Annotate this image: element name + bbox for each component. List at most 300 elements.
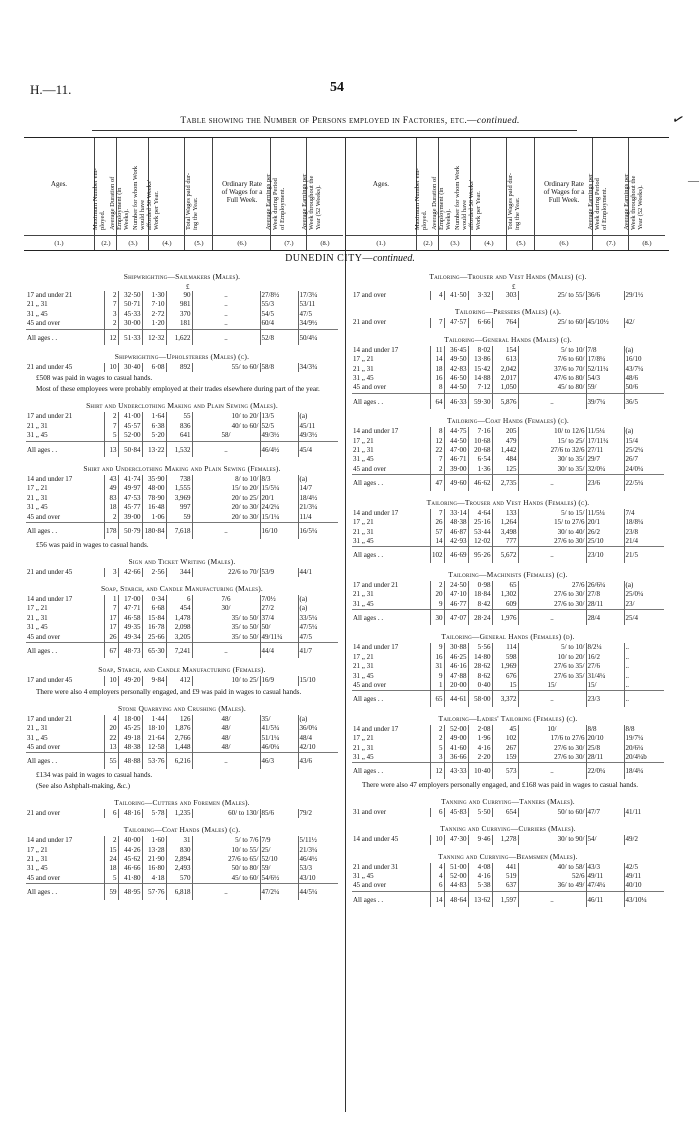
cell: 45/4 <box>298 441 338 457</box>
cell: 45 and over <box>353 881 387 890</box>
cell: 154 <box>492 346 518 355</box>
cell: 41/11 <box>624 808 664 817</box>
cell: 21 „ 31 <box>27 421 48 430</box>
cell: 654 <box>492 808 518 817</box>
cell: All ages . . <box>27 527 58 536</box>
cell: .. <box>518 763 586 779</box>
cell: 25/0¼ <box>624 590 664 599</box>
cell: 41·74 <box>118 475 142 484</box>
section <box>352 570 664 626</box>
cell: 6·08 <box>142 363 166 372</box>
cell: 27/6 to 30/ <box>518 537 586 547</box>
data-table <box>352 835 664 844</box>
cell: 21 „ 31 <box>353 364 374 373</box>
cell: 15/4 <box>624 437 664 446</box>
header-line: Week during Period <box>271 178 279 230</box>
cell: 47·71 <box>118 604 142 613</box>
cell: 46·87 <box>444 528 468 537</box>
cell: 7 <box>430 509 444 518</box>
column-number: (7.) <box>606 240 616 247</box>
cell: 27/8 <box>586 590 624 599</box>
cell: 60/ to 130/ <box>192 809 260 818</box>
section <box>26 584 338 658</box>
cell: 10/ to 20/ <box>518 653 586 662</box>
cell: 441 <box>492 863 518 872</box>
cell: 14 <box>430 891 444 907</box>
section-title: Sign and Ticket Writing (Males). <box>128 556 236 566</box>
header-cell <box>212 138 271 250</box>
cell: 3,969 <box>166 494 192 503</box>
cell: 44/4 <box>260 642 298 658</box>
cell: 43/10 <box>298 874 338 884</box>
cell: 26 <box>430 518 444 527</box>
cell: 23/3 <box>586 691 624 707</box>
cell: 2·20 <box>468 753 492 763</box>
cell: All ages . . <box>353 767 384 776</box>
cell: 44·83 <box>444 881 468 891</box>
cell: 45·25 <box>118 724 142 733</box>
section-title: Tailoring—Cutters and Foremen (Males). <box>114 797 250 807</box>
section <box>352 797 664 817</box>
pencil-mark-icon: ✓ <box>669 111 686 130</box>
header-line: Employment (in <box>437 187 445 230</box>
cell: 17 „ 21 <box>27 604 48 613</box>
header-line: Maximum Number em- <box>414 168 421 230</box>
cell: 51·33 <box>118 329 142 345</box>
cell: 50/6 <box>624 383 664 393</box>
table-row <box>26 503 338 512</box>
cell: 15·42 <box>468 365 492 374</box>
cell: 21 „ 31 <box>353 446 374 455</box>
column-number: (8.) <box>320 240 330 247</box>
cell: 46/4½ <box>260 441 298 457</box>
cell: 59·30 <box>468 393 492 409</box>
cell: 35/ to 50/ <box>192 623 260 632</box>
cell: 6·66 <box>468 318 492 327</box>
cell: 10/ to 12/6 <box>518 427 586 436</box>
cell: 13 <box>104 743 118 753</box>
cell: 1 <box>430 681 444 691</box>
pound-sign: £ <box>512 283 516 291</box>
cell: 125 <box>492 465 518 475</box>
header-cell <box>184 138 213 250</box>
cell: .. <box>192 310 260 319</box>
cell: 7 <box>104 604 118 613</box>
cell: 44/5¼ <box>298 884 338 900</box>
cell: 47/4¼ <box>586 881 624 891</box>
cell: 18/4¼ <box>624 763 664 779</box>
cell: 18 <box>104 864 118 873</box>
cell: 4 <box>430 872 444 881</box>
cell: 29/7 <box>586 455 624 464</box>
cell: 21 „ 31 <box>353 527 374 536</box>
cell: .. <box>518 691 586 707</box>
cell: 30/ to 40/ <box>518 528 586 537</box>
cell: 16/10 <box>260 523 298 539</box>
cell: 18·10 <box>142 724 166 733</box>
cell: 43/3 <box>586 863 624 872</box>
cell: 46·77 <box>444 600 468 610</box>
cell: 28·24 <box>468 609 492 625</box>
cell: 31 „ 45 <box>353 599 374 608</box>
section <box>26 704 338 791</box>
cell: 48·00 <box>142 484 166 493</box>
cell: 267 <box>492 744 518 753</box>
cell: 7,241 <box>166 642 192 658</box>
cell: 637 <box>492 881 518 891</box>
cell: 45·57 <box>118 422 142 431</box>
cell: 2 <box>104 291 118 300</box>
data-table <box>26 291 338 345</box>
cell: 25/10 <box>586 537 624 547</box>
data-table <box>352 581 664 626</box>
section <box>352 307 664 327</box>
cell: .. <box>624 662 664 671</box>
cell: 51·00 <box>444 863 468 872</box>
cell: 3·32 <box>468 291 492 300</box>
cell: 27/6 to 30/ <box>518 600 586 610</box>
cell: 35/ <box>260 715 298 724</box>
cell: 43/7¼ <box>624 365 664 374</box>
cell: 31 and over <box>353 807 387 816</box>
column-number: (8.) <box>642 240 652 247</box>
cell: 14 <box>430 537 444 547</box>
table-row <box>352 643 664 652</box>
cell: 43·33 <box>444 763 468 779</box>
section-title: Tailoring—Trouser and Vest Hands (Males) (c). <box>429 272 587 281</box>
cell: 36·66 <box>444 753 468 763</box>
cell: 48·38 <box>444 518 468 527</box>
section-title: Tailoring—Ladies' Tailoring (Females) (c). <box>438 713 578 723</box>
cell: 45·33 <box>118 310 142 319</box>
cell: 6 <box>104 809 118 818</box>
cell: 50/ to 60/ <box>518 808 586 817</box>
cell: 42/10 <box>298 743 338 753</box>
section-title: Shirt and Underclothing Making and Plain Sewing (Males). <box>86 401 278 411</box>
cell: 52/10 <box>260 855 298 864</box>
cell: 46·71 <box>444 455 468 464</box>
cell: 5·78 <box>142 809 166 818</box>
total-row <box>26 441 338 457</box>
cell: All ages . . <box>27 757 58 766</box>
cell: (a) <box>298 715 338 724</box>
cell: 50/4¼ <box>298 329 338 345</box>
cell: 11 <box>430 346 444 355</box>
cell: .. <box>624 643 664 652</box>
cell: 344 <box>166 568 192 577</box>
total-row <box>352 393 664 409</box>
footnote: There were also 47 employers personally engaged, and £168 was paid in wages to casual hands. <box>362 780 639 789</box>
cell: 8/ to 10/ <box>192 475 260 484</box>
cell: 41·50 <box>444 291 468 300</box>
cell: 5 <box>104 431 118 441</box>
cell: 52·00 <box>444 725 468 734</box>
cell: 46·58 <box>118 614 142 623</box>
cell: 49/3½ <box>260 431 298 441</box>
cell: (a) <box>298 475 338 484</box>
cell: 23/ <box>624 600 664 610</box>
city-heading: DUNEDIN CITY—continued. <box>285 253 415 264</box>
cell: 45 and over <box>27 319 61 328</box>
cell: 17 „ 21 <box>27 484 48 493</box>
cell: 58·00 <box>468 691 492 707</box>
cell: 46·66 <box>118 864 142 873</box>
cell: 47·10 <box>444 590 468 599</box>
cell: 13·62 <box>468 891 492 907</box>
cell: 1,478 <box>166 614 192 623</box>
cell: 25/ <box>260 846 298 855</box>
cell: 1·06 <box>142 513 166 523</box>
cell: 10·68 <box>468 437 492 446</box>
cell: 14/7 <box>298 484 338 493</box>
header-label <box>414 168 428 230</box>
cell: 8·62 <box>468 672 492 681</box>
table-title: Table showing the Number of Persons employed in Factories, etc.—continued. <box>180 116 520 126</box>
table-row <box>352 653 664 662</box>
section <box>352 498 664 563</box>
cell: 48/ <box>192 715 260 724</box>
table-row <box>26 513 338 523</box>
section <box>352 416 664 490</box>
cell: 31 „ 45 <box>353 455 374 464</box>
section <box>352 335 664 409</box>
table-row <box>26 310 338 319</box>
total-row <box>352 763 664 779</box>
cell: 42/5 <box>624 863 664 872</box>
cell: 54/5 <box>260 310 298 319</box>
section <box>26 272 338 345</box>
total-row <box>352 691 664 707</box>
cell: All ages . . <box>27 888 58 897</box>
cell: 10/ to 55/ <box>192 846 260 855</box>
table-row <box>352 808 664 817</box>
header-separator <box>346 235 416 236</box>
cell: .. <box>624 653 664 662</box>
header-line: Average Earnings per <box>586 173 594 230</box>
data-table <box>352 808 664 817</box>
cell: 8/8 <box>624 725 664 734</box>
cell: 27/6 to 30/ <box>518 753 586 763</box>
cell: 50·71 <box>118 300 142 309</box>
header-separator <box>95 235 117 236</box>
cell: 6·68 <box>142 604 166 613</box>
cell: 42/ <box>624 318 664 327</box>
column-number: (7.) <box>284 240 294 247</box>
cell: 11/4 <box>298 513 338 523</box>
header-label <box>587 174 608 230</box>
section <box>352 714 664 790</box>
cell: 29/1½ <box>624 291 664 300</box>
cell: (a) <box>624 581 664 590</box>
cell: 10 <box>104 363 118 372</box>
cell: 5/ to 10/ <box>518 346 586 355</box>
table-row <box>352 672 664 681</box>
header-separator <box>149 235 185 236</box>
cell: 26 <box>104 633 118 643</box>
cell: 17/6 to 27/6 <box>518 734 586 743</box>
cell: 2 <box>430 734 444 743</box>
cell: 412 <box>166 676 192 685</box>
cell: 37/4 <box>260 614 298 623</box>
cell: 7·10 <box>142 300 166 309</box>
header-line: Weeks). <box>444 209 452 230</box>
cell: 33/5¼ <box>298 614 338 623</box>
cell: 36/ to 49/ <box>518 881 586 891</box>
header-separator <box>535 235 593 236</box>
cell: 6·38 <box>142 422 166 431</box>
cell: 47/7 <box>586 808 624 817</box>
cell: 21/5 <box>624 547 664 563</box>
cell: 23/10 <box>586 547 624 563</box>
header-line: Average Earnings per <box>622 173 630 230</box>
cell: 50·79 <box>118 523 142 539</box>
cell: 36/0¼ <box>298 724 338 733</box>
cell: 9·84 <box>142 676 166 685</box>
table-row <box>26 836 338 845</box>
header-label <box>454 166 482 230</box>
cell: 205 <box>492 427 518 436</box>
cell: 45 <box>492 725 518 734</box>
cell: 7/8 <box>586 346 624 355</box>
cell: 47/5 <box>298 633 338 643</box>
table-row <box>352 681 664 691</box>
cell: 40/ to 60/ <box>192 422 260 431</box>
table-row <box>352 437 664 446</box>
data-table <box>352 346 664 409</box>
cell: 95·26 <box>468 547 492 563</box>
column-number: (4.) <box>484 240 494 247</box>
cell: 40/10 <box>624 881 664 891</box>
cell: 14 and under 45 <box>353 835 399 844</box>
cell: 28/4 <box>586 609 624 625</box>
cell: 36/6 <box>586 291 624 300</box>
header-line: Employment (in <box>115 187 123 230</box>
cell: 48/ <box>192 734 260 743</box>
cell: 17 <box>104 623 118 632</box>
header-right <box>346 138 664 250</box>
margin-mark-icon: — <box>688 175 699 187</box>
table-row <box>352 600 664 610</box>
cell: 16 <box>430 653 444 662</box>
table-row <box>26 734 338 743</box>
cell: 1,597 <box>492 891 518 907</box>
center-divider <box>345 137 346 1112</box>
table-row <box>26 623 338 632</box>
cell: 44·50 <box>444 437 468 446</box>
cell: 45 and over <box>27 512 61 521</box>
cell: 21 „ 31 <box>27 493 48 502</box>
cell: 51/1¼ <box>260 734 298 743</box>
page-number: 54 <box>330 80 344 95</box>
data-table <box>352 318 664 327</box>
cell: .. <box>518 547 586 563</box>
cell: 18/4½ <box>298 494 338 503</box>
table-row <box>26 864 338 873</box>
cell: 17 and under 21 <box>27 291 73 299</box>
cell: 6·54 <box>468 455 492 464</box>
cell: .. <box>624 681 664 691</box>
cell: 54/3 <box>586 374 624 383</box>
table-row <box>352 590 664 599</box>
cell: 45 and over <box>353 464 387 473</box>
cell: 20·68 <box>468 446 492 455</box>
total-row <box>26 753 338 769</box>
cell: 5/ to 10/ <box>518 643 586 652</box>
cell: 65·30 <box>142 642 166 658</box>
table-row <box>352 365 664 374</box>
cell: 18·00 <box>118 715 142 724</box>
cell: 4 <box>430 291 444 300</box>
cell: 1,532 <box>166 441 192 457</box>
table-row <box>352 355 664 364</box>
cell: 20/1 <box>260 494 298 503</box>
header-line: Number for whom Work <box>454 165 461 230</box>
cell: .. <box>192 884 260 900</box>
header-line: of Employment. <box>600 187 608 230</box>
cell: 17/3¼ <box>298 291 338 300</box>
cell: 181 <box>166 319 192 329</box>
cell: .. <box>192 753 260 769</box>
column-number: (5.) <box>516 240 526 247</box>
cell: .. <box>624 672 664 681</box>
cell: 16/2 <box>586 653 624 662</box>
cell: 17 and under 45 <box>27 676 73 685</box>
cell: 50/ <box>260 623 298 632</box>
cell: 90 <box>166 291 192 300</box>
column-number: (1.) <box>376 240 386 247</box>
cell: 15/1¼ <box>260 513 298 523</box>
cell: 20/10 <box>586 734 624 743</box>
cell: 25/ to 55/ <box>518 291 586 300</box>
header-line: ployed. <box>99 210 106 230</box>
column-number: (1.) <box>54 240 64 247</box>
cell: 3 <box>430 753 444 763</box>
cell: 25/2¼ <box>624 446 664 455</box>
cell: 31 „ 45 <box>27 503 48 512</box>
cell: 25/ to 60/ <box>518 318 586 327</box>
cell: 15/ <box>518 681 586 691</box>
cell: 14 and under 17 <box>353 643 399 652</box>
cell: 1·60 <box>142 836 166 845</box>
cell: 49·35 <box>118 623 142 632</box>
cell: All ages . . <box>353 613 384 622</box>
cell: 15/10 <box>298 676 338 685</box>
cell: 2 <box>104 513 118 523</box>
cell: 49·97 <box>118 484 142 493</box>
cell: .. <box>518 393 586 409</box>
header-cell <box>534 138 593 250</box>
cell: 50/ to 80/ <box>192 864 260 873</box>
cell: 45/ to 80/ <box>518 383 586 393</box>
cell: 47·88 <box>444 672 468 681</box>
cell: 36/5 <box>624 393 664 409</box>
cell: 49·00 <box>444 734 468 743</box>
cell: 47·30 <box>444 835 468 844</box>
cell: 0·34 <box>142 595 166 604</box>
cell: 85/6 <box>260 809 298 818</box>
cell: 12 <box>104 329 118 345</box>
cell: 55/ to 60/ <box>192 363 260 372</box>
data-table <box>352 291 664 300</box>
cell: All ages . . <box>27 445 58 454</box>
cell: 20·00 <box>444 681 468 691</box>
cell: 12·58 <box>142 743 166 753</box>
cell: 16·48 <box>142 503 166 512</box>
cell: 1,976 <box>492 609 518 625</box>
data-table <box>352 863 664 908</box>
cell: 54/ <box>586 835 624 844</box>
header-line: Average Duration of <box>430 176 438 230</box>
